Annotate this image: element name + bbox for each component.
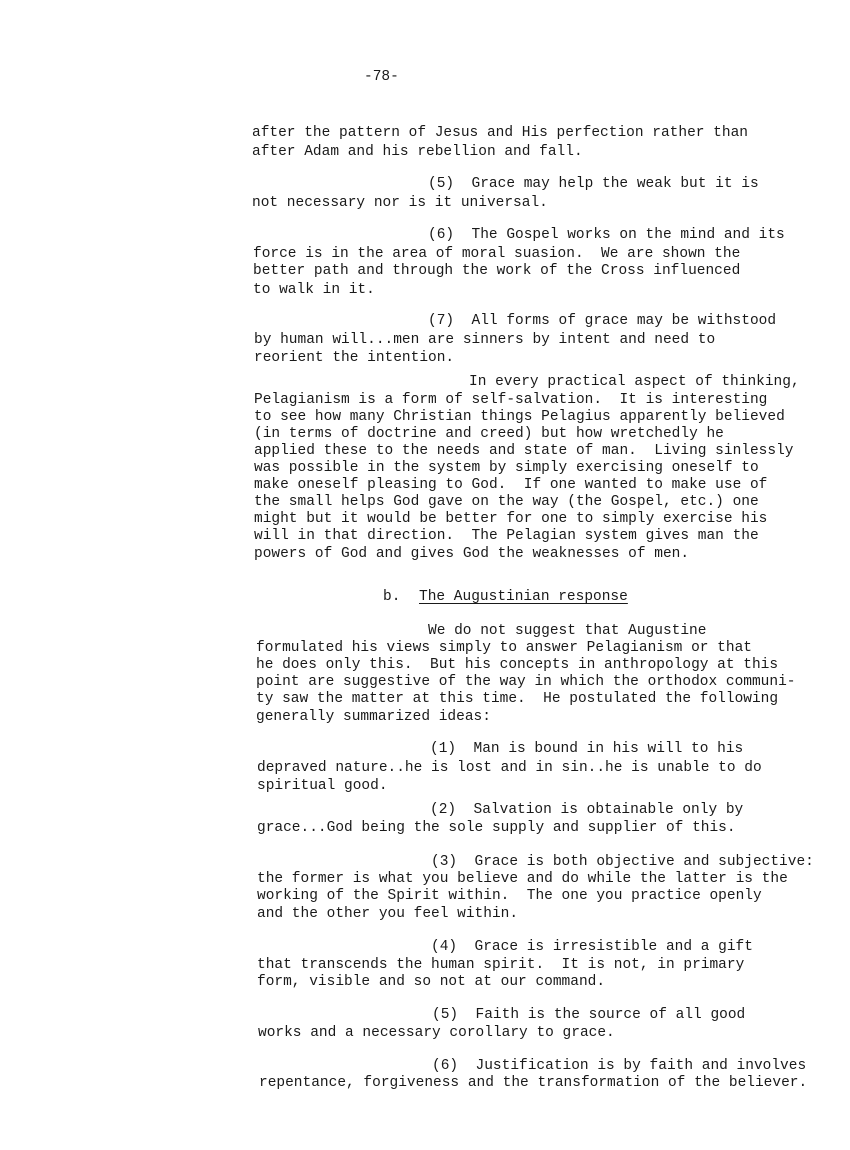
text-line: applied these to the needs and state of man. Living sinlessly — [254, 443, 794, 459]
text-line: (6) The Gospel works on the mind and its — [428, 227, 785, 243]
text-line: not necessary nor is it universal. — [252, 195, 548, 211]
section-heading: The Augustinian response — [419, 589, 628, 605]
text-line: the former is what you believe and do while the latter is the — [257, 871, 788, 887]
text-line: (5) Faith is the source of all good — [432, 1007, 746, 1023]
text-line: point are suggestive of the way in which the orthodox communi- — [256, 674, 796, 690]
text-line: to see how many Christian things Pelagius apparently believed — [254, 409, 785, 425]
text-line: that transcends the human spirit. It is not, in primary — [257, 957, 745, 973]
text-line: make oneself pleasing to God. If one wanted to make use of — [254, 477, 768, 493]
text-line: (2) Salvation is obtainable only by — [430, 802, 744, 818]
section-marker: b. — [383, 589, 401, 605]
text-line: powers of God and gives God the weaknesses of men. — [254, 546, 690, 562]
text-line: In every practical aspect of thinking, — [469, 374, 800, 390]
text-line: (1) Man is bound in his will to his — [430, 741, 744, 757]
text-line: generally summarized ideas: — [256, 709, 491, 725]
text-line: depraved nature..he is lost and in sin..he is unable to do — [257, 760, 762, 776]
text-line: repentance, forgiveness and the transformation of the believer. — [259, 1075, 808, 1091]
text-line: grace...God being the sole supply and supplier of this. — [257, 820, 736, 836]
text-line: he does only this. But his concepts in anthropology at this — [256, 657, 779, 673]
text-line: was possible in the system by simply exercising oneself to — [254, 460, 759, 476]
text-line: (4) Grace is irresistible and a gift — [431, 939, 753, 955]
text-line: better path and through the work of the Cross influenced — [253, 263, 741, 279]
text-line: might but it would be better for one to simply exercise his — [254, 511, 768, 527]
text-line: reorient the intention. — [254, 350, 455, 366]
page-number: -78- — [364, 69, 399, 85]
text-line: by human will...men are sinners by intent and need to — [254, 332, 716, 348]
text-line: spiritual good. — [257, 778, 388, 794]
text-line: to walk in it. — [253, 282, 375, 298]
text-line: Pelagianism is a form of self-salvation. It is interesting — [254, 392, 768, 408]
text-line: and the other you feel within. — [257, 906, 519, 922]
text-line: works and a necessary corollary to grace. — [258, 1025, 615, 1041]
text-line: the small helps God gave on the way (the Gospel, etc.) one — [254, 494, 759, 510]
text-line: force is in the area of moral suasion. We are shown the — [253, 246, 741, 262]
text-line: form, visible and so not at our command. — [257, 974, 606, 990]
text-line: after the pattern of Jesus and His perfection rather than — [252, 125, 748, 141]
text-line: (in terms of doctrine and creed) but how wretchedly he — [254, 426, 724, 442]
text-line: formulated his views simply to answer Pelagianism or that — [256, 640, 752, 656]
text-line: ty saw the matter at this time. He postulated the following — [256, 691, 779, 707]
text-line: after Adam and his rebellion and fall. — [252, 144, 583, 160]
text-line: working of the Spirit within. The one you practice openly — [257, 888, 762, 904]
text-line: (6) Justification is by faith and involves — [432, 1058, 807, 1074]
text-line: We do not suggest that Augustine — [428, 623, 707, 639]
text-line: (3) Grace is both objective and subjective: — [431, 854, 814, 870]
text-line: will in that direction. The Pelagian system gives man the — [254, 528, 759, 544]
text-line: (5) Grace may help the weak but it is — [428, 176, 759, 192]
text-line: (7) All forms of grace may be withstood — [428, 313, 777, 329]
